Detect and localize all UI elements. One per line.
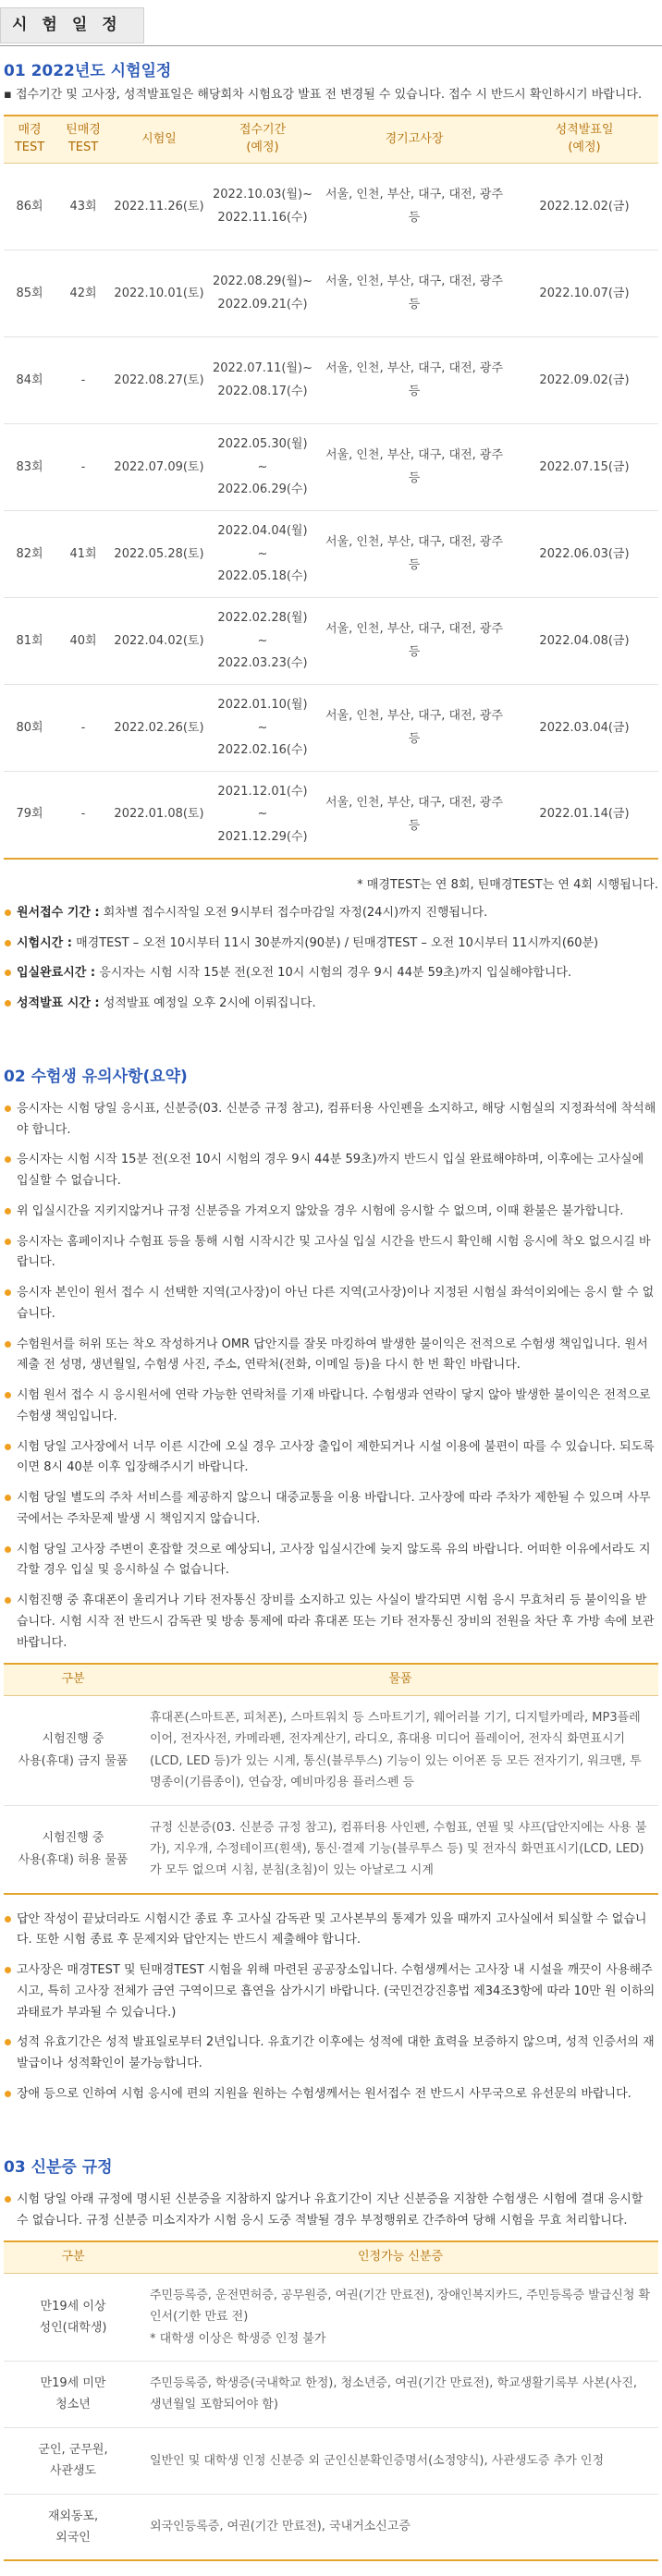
category-cell: 만19세 미만 청소년: [4, 2362, 142, 2428]
table-cell: 2022.07.15(금): [510, 424, 658, 511]
frequency-note: * 매경TEST는 연 8회, 틴매경TEST는 연 4회 시행됩니다.: [357, 877, 658, 892]
table-cell: 서울, 인천, 부산, 대구, 대전, 광주 등: [318, 337, 510, 424]
list-item: [4, 934, 658, 955]
table-cell: 2022.04.08(금): [510, 598, 658, 685]
list-item-label: 입실완료시간 :: [17, 966, 96, 981]
list-item: [4, 903, 658, 924]
list-item-text: 시험 당일 고사장 주변이 혼잡할 것으로 예상되니, 고사장 입실시간에 늦지 않도록 유의 바랍니다. 어떠한 이유에서라도 지각할 경우 입실 및 응시하실 수 없습니다.: [17, 1542, 651, 1578]
category-cell: 시험진행 중 사용(휴대) 금지 물품: [4, 1695, 142, 1805]
list-item: [4, 963, 658, 984]
column-header: 접수기간 (예정): [207, 116, 318, 164]
list-item: [4, 1099, 658, 1141]
table-cell: 서울, 인천, 부산, 대구, 대전, 광주 등: [325, 796, 504, 833]
list-item: [4, 1202, 658, 1223]
table-row: [4, 1695, 658, 1805]
list-item-label: 원서접수 기간 :: [17, 905, 100, 920]
table-cell: 83회: [4, 424, 55, 511]
list-item: [4, 994, 658, 1015]
exam-table-body: [4, 164, 658, 859]
table-cell: 서울, 인천, 부산, 대구, 대전, 광주 등: [318, 511, 510, 598]
bullet-dot-icon: [5, 1156, 11, 1163]
description-cell: 규정 신분증(03. 신분증 규정 참고), 컴퓨터용 사인펜, 수험표, 연필 및 샤프(답안지에는 사용 불가), 지우개, 수정테이프(흰색), 통신·결제 기능(블루투스 등) 및 전자식 화면표시기(LCD, LED)가 모두 없으며 시침, 분침(초침)이 있는 아날로그 시계: [150, 1820, 647, 1878]
table-row: [4, 511, 658, 598]
list-item: [4, 1591, 658, 1654]
id-table: [4, 2240, 658, 2561]
table-cell: 41회: [55, 511, 111, 598]
table-cell: 2022.05.30(월) ~ 2022.06.29(수): [207, 424, 318, 511]
table-row: [4, 2362, 658, 2428]
section-heading-notes: 02 수험생 유의사항(요약): [4, 1067, 188, 1086]
table-cell: 40회: [55, 598, 111, 685]
table-cell: 82회: [4, 511, 55, 598]
list-item-text: 매경TEST – 오전 10시부터 11시 30분까지(90분) / 틴매경TEST – 오전 10시부터 11시까지(60분): [71, 935, 599, 950]
list-item-text: 위 입실시간을 지키지않거나 규정 신분증을 가져오지 않았을 경우 시험에 응시할 수 없으며, 이때 환불은 불가합니다.: [17, 1203, 624, 1218]
table-cell: 2022.03.04(금): [510, 685, 658, 772]
table-row: [4, 2494, 658, 2560]
table-cell: 2022.01.14(금): [539, 807, 630, 822]
table-cell: 서울, 인천, 부산, 대구, 대전, 광주 등: [318, 164, 510, 250]
list-item: [4, 2190, 658, 2232]
table-cell: 2022.01.10(월) ~ 2022.02.16(수): [207, 685, 318, 772]
list-item-text: 고사장은 매경TEST 및 틴매경TEST 시험을 위해 마련된 공공장소입니다. 수험생께서는 고사장 내 시설을 깨끗이 사용해주시고, 특히 고사장 전체가 금연 구역이므로 흡연을 삼가시기 바랍니다. (국민건강진흥법 제34조3항에 따라 10만 원 이하의 과태료가 부과될 수 있습니다.): [17, 1963, 656, 2020]
column-header: 성적발표일 (예정): [510, 116, 658, 164]
column-header: 경기고사장: [318, 116, 510, 164]
exam-schedule-table: [4, 115, 658, 860]
table-row: [4, 337, 658, 424]
table-cell: 2022.06.03(금): [510, 511, 658, 598]
category-cell: 재외동포, 외국인: [47, 2509, 99, 2545]
description-cell: 일반인 및 대학생 인정 신분증 외 군인신분확인증명서(소정양식), 사관생도증 추가 인정: [142, 2427, 658, 2494]
table-cell: 2022.07.11(월)~ 2022.08.17(수): [207, 337, 318, 424]
category-cell: 군인, 군무원, 사관생도: [4, 2427, 142, 2494]
schedule-lead: ▪ 접수기간 및 고사장, 성적발표일은 해당회차 시험요강 발표 전 변경될 수 있습니다. 접수 시 반드시 확인하시기 바랍니다.: [4, 88, 643, 103]
table-cell: 2022.09.02(금): [510, 337, 658, 424]
category-cell: 만19세 이상 성인(대학생): [4, 2273, 142, 2361]
list-item-text: 시험 당일 고사장에서 너무 이른 시간에 오실 경우 고사장 출입이 제한되거나 시설 이용에 불편이 따를 수 있습니다. 되도록이면 8시 40분 이후 입장해주시기 바랍니다.: [17, 1439, 655, 1475]
column-header: 매경 TEST: [4, 116, 55, 164]
list-item-text: 장애 등으로 인하여 시험 응시에 편의 지원을 원하는 수험생께서는 원서접수 전 반드시 사무국으로 유선문의 바랍니다.: [17, 2086, 631, 2101]
list-item-text: 수험원서를 허위 또는 착오 작성하거나 OMR 답안지를 잘못 마킹하여 발생한 불이익은 전적으로 수험생 책임입니다. 원서 제출 전 성명, 생년월일, 수험생 사진, 주소, 연락처(전화, 이메일 등)을 다시 한 번 확인 바랍니다.: [17, 1337, 648, 1373]
table-cell: 2022.01.08(토): [114, 807, 204, 822]
list-item-text: 시험진행 중 휴대폰이 울리거나 기타 전자통신 장비를 소지하고 있는 사실이 발각되면 시험 응시 무효처리 등 불이익을 받습니다. 시험 시작 전 반드시 감독관 및 방송 통제에 따라 휴대폰 또는 기타 전자통신 장비의 전원을 차단 후 가방 속에 보관 바랍니다.: [17, 1593, 655, 1650]
list-item: [4, 1386, 658, 1428]
list-item-text: 응시자는 홈페이지나 수험표 등을 통해 시험 시작시간 및 고사실 입실 시간을 반드시 확인해 시험 응시에 착오 없으시길 바랍니다.: [17, 1234, 651, 1270]
table-cell: -: [55, 337, 111, 424]
list-item-text: 성적 유효기간은 성적 발표일로부터 2년입니다. 유효기간 이후에는 성적에 대한 효력을 보증하지 않으며, 성적 인증서의 재발급이나 성적확인이 불가능합니다.: [17, 2035, 655, 2071]
table-cell: 서울, 인천, 부산, 대구, 대전, 광주 등: [318, 250, 510, 337]
column-header: 인정가능 신분증: [142, 2241, 658, 2273]
list-item: [4, 2084, 658, 2106]
table-row: [4, 424, 658, 511]
bullet-dot-icon: [5, 1000, 11, 1007]
table-cell: -: [55, 685, 111, 772]
bullet-dot-icon: [5, 940, 11, 946]
list-item: [4, 1960, 658, 2023]
description-cell: 주민등록증, 운전면허증, 공무원증, 여권(기간 만료전), 장애인복지카드, 주민등록증 발급신청 확인서(기한 만료 전) * 대학생 이상은 학생증 인정 불가: [142, 2273, 658, 2361]
description-cell: 휴대폰(스마트폰, 피처폰), 스마트워치 등 스마트기기, 웨어러블 기기, 디지털카메라, MP3플레이어, 전자사전, 카메라펜, 전자계산기, 라디오, 휴대용 미디어 플레이어, 전자식 화면표시기(LCD, LED 등)가 있는 시계, 통신(블루투스) 기능이 있는 이어폰 등 모든 전자기기, 워크맨, 투명종이(기름종이), 연습장, 예비마킹용 플러스펜 등: [142, 1695, 658, 1805]
list-item-text: 시험 당일 아래 규정에 명시된 신분증을 지참하지 않거나 유효기간이 지난 신분증을 지참한 수험생은 시험에 결대 응시할 수 없습니다. 규정 신분증 미소지자가 시험 응시 도중 적발될 경우 부정행위로 간주하여 당해 시험을 무효 처리합니다.: [17, 2191, 644, 2228]
section-examinee-notes: [0, 1065, 662, 2106]
list-item-label: 시험시간 :: [17, 935, 72, 950]
table-cell: 81회: [4, 598, 55, 685]
list-item: [4, 1335, 658, 1377]
table-cell: 2022.05.28(토): [111, 511, 207, 598]
table-cell: 2022.10.01(토): [111, 250, 207, 337]
list-item: [4, 1150, 658, 1192]
bullet-dot-icon: [5, 1392, 11, 1398]
items-header-row: [4, 1664, 658, 1695]
table-cell: -: [80, 807, 86, 822]
table-cell: 2022.07.09(토): [111, 424, 207, 511]
list-item-text: 회차별 접수시작일 오전 9시부터 접수마감일 자정(24시)까지 진행됩니다.: [99, 905, 488, 920]
bullet-dot-icon: [5, 1495, 11, 1501]
table-cell: 2022.11.26(토): [111, 164, 207, 250]
bullet-dot-icon: [5, 1208, 11, 1215]
bullet-dot-icon: [5, 1289, 11, 1296]
notes-list-b: [4, 1910, 658, 2106]
table-row: [4, 2427, 658, 2494]
section-exam-schedule: [0, 59, 662, 1015]
bullet-dot-icon: [5, 970, 11, 976]
column-header: 틴매경 TEST: [55, 116, 111, 164]
bullet-dot-icon: [5, 2196, 11, 2203]
table-cell: -: [55, 424, 111, 511]
column-header: 구분: [4, 2241, 142, 2273]
table-cell: 43회: [55, 164, 111, 250]
table-cell: 2022.10.03(월)~ 2022.11.16(수): [207, 164, 318, 250]
table-cell: 서울, 인천, 부산, 대구, 대전, 광주 등: [318, 598, 510, 685]
section-id-rules: [0, 2155, 662, 2562]
table-row: [4, 2273, 658, 2361]
list-item-text: 응시자는 시험 시작 15분 전(오전 10시 시험의 경우 9시 44분 59초)까지 입실해야합니다.: [95, 966, 572, 981]
items-table: [4, 1663, 658, 1894]
id-table-body: [4, 2273, 658, 2560]
table-cell: 42회: [55, 250, 111, 337]
list-item: [4, 1488, 658, 1531]
list-item: [4, 1540, 658, 1582]
table-cell: 80회: [4, 685, 55, 772]
column-header: 물품: [142, 1664, 658, 1695]
page-title-bar: [0, 0, 662, 46]
bullet-dot-icon: [5, 2091, 11, 2097]
table-cell: 86회: [4, 164, 55, 250]
bullet-dot-icon: [5, 1967, 11, 1973]
list-item: [4, 1283, 658, 1325]
id-rules-list: [4, 2190, 658, 2232]
list-item-text: 응시자 본인이 원서 접수 시 선택한 지역(고사장)이 아닌 다른 지역(고사장)이나 지정된 시험실 좌석이외에는 응시 할 수 없습니다.: [17, 1286, 655, 1321]
list-item-text: 시험 당일 별도의 주차 서비스를 제공하지 않으니 대중교통을 이용 바랍니다. 고사장에 따라 주차가 제한될 수 있으며 사무국에서는 주차문제 발생 시 책임지지 않습니다.: [17, 1491, 651, 1526]
list-item-text: 성적발표 예정일 오후 2시에 이뤄집니다.: [99, 996, 316, 1011]
bullet-dot-icon: [5, 1597, 11, 1604]
category-cell: 시험진행 중 사용(휴대) 허용 물품: [18, 1831, 129, 1867]
table-cell: 2022.10.07(금): [510, 250, 658, 337]
list-item-text: 응시자는 시험 당일 응시표, 신분증(03. 신분증 규정 참고), 컴퓨터용 사인펜을 소지하고, 해당 시험실의 지정좌석에 착석해야 합니다.: [17, 1101, 656, 1137]
table-cell: 서울, 인천, 부산, 대구, 대전, 광주 등: [318, 685, 510, 772]
schedule-info-list: [4, 903, 658, 1015]
table-cell: 2022.04.02(토): [111, 598, 207, 685]
table-cell: 2022.02.28(월) ~ 2022.03.23(수): [207, 598, 318, 685]
list-item-label: 성적발표 시간 :: [17, 996, 100, 1011]
section-heading-schedule: 01 2022년도 시험일정: [4, 62, 172, 80]
description-cell: 주민등록증, 학생증(국내학교 한정), 청소년증, 여권(기간 만료전), 학교생활기록부 사본(사진, 생년월일 포함되어야 함): [142, 2362, 658, 2428]
bullet-dot-icon: [5, 1916, 11, 1923]
table-cell: 서울, 인천, 부산, 대구, 대전, 광주 등: [318, 424, 510, 511]
table-row: [4, 250, 658, 337]
list-item-text: 응시자는 시험 시작 15분 전(오전 10시 시험의 경우 9시 44분 59초)까지 반드시 입실 완료해야하며, 이후에는 고사실에 입실할 수 없습니다.: [17, 1153, 644, 1189]
bullet-dot-icon: [5, 910, 11, 916]
section-heading-id: 03 신분증 규정: [4, 2157, 113, 2177]
column-header: 시험일: [111, 116, 207, 164]
id-header-row: [4, 2241, 658, 2273]
table-header-row: [4, 116, 658, 164]
list-item-text: 시험 원서 접수 시 응시원서에 연락 가능한 연락처를 기재 바랍니다. 수험생과 연락이 닿지 않아 발생한 불이익은 전적으로 수험생 책임입니다.: [17, 1388, 651, 1423]
list-item: [4, 1437, 658, 1480]
table-row: [4, 772, 658, 859]
notes-list-a: [4, 1099, 658, 1654]
description-cell: 외국인등록증, 여권(기간 만료전), 국내거소신고증: [150, 2520, 411, 2534]
table-row: [4, 164, 658, 250]
table-row: [4, 685, 658, 772]
bullet-dot-icon: [5, 1546, 11, 1553]
table-cell: 2021.12.01(수) ~ 2021.12.29(수): [217, 784, 308, 845]
table-cell: 84회: [4, 337, 55, 424]
bullet-dot-icon: [5, 2039, 11, 2045]
table-cell: 2022.02.26(토): [111, 685, 207, 772]
table-cell: 2022.04.04(월) ~ 2022.05.18(수): [207, 511, 318, 598]
table-cell: 79회: [16, 807, 43, 822]
list-item-text: 답안 작성이 끝났더라도 시험시간 종료 후 고사실 감독관 및 고사본부의 통제가 있을 때까지 고사실에서 퇴실할 수 없습니다. 또한 시험 종료 후 문제지와 답안지는 반드시 제출해야 합니다.: [17, 1911, 647, 1947]
list-item: [4, 1910, 658, 1952]
table-row: [4, 598, 658, 685]
list-item: [4, 2033, 658, 2075]
bullet-dot-icon: [5, 1444, 11, 1450]
column-header: 구분: [4, 1664, 142, 1695]
table-cell: 2022.12.02(금): [510, 164, 658, 250]
bullet-dot-icon: [5, 1239, 11, 1245]
list-item: [4, 1232, 658, 1275]
bullet-dot-icon: [5, 1105, 11, 1112]
table-row: [4, 1805, 658, 1894]
page-title: 시험일정: [0, 7, 144, 43]
items-table-body: [4, 1695, 658, 1893]
table-cell: 2022.08.29(월)~ 2022.09.21(수): [207, 250, 318, 337]
table-cell: 85회: [4, 250, 55, 337]
bullet-dot-icon: [5, 1341, 11, 1348]
table-cell: 2022.08.27(토): [111, 337, 207, 424]
